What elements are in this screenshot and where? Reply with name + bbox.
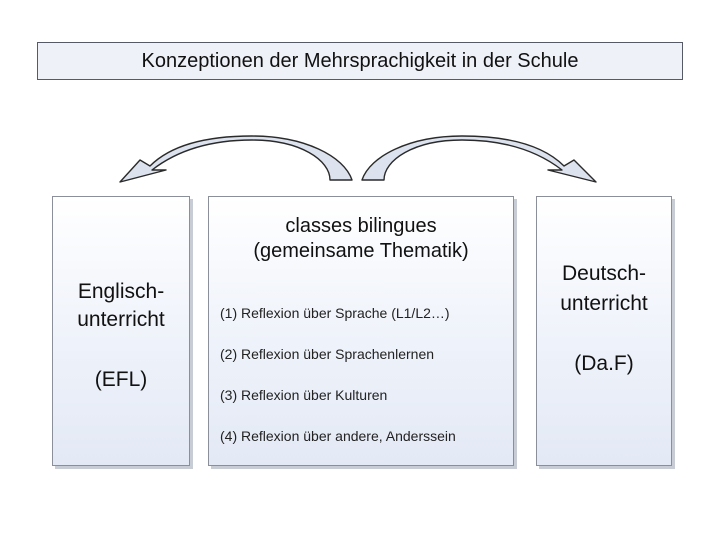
diagram-title bbox=[37, 42, 683, 80]
bilingual-panel bbox=[208, 196, 514, 466]
german-label-line2: unterricht bbox=[560, 292, 648, 315]
german-panel bbox=[536, 196, 672, 466]
reflection-point-2: (2) Reflexion über Sprachenlernen bbox=[220, 346, 435, 362]
bilingual-title bbox=[209, 214, 513, 264]
left-curved-arrow-icon bbox=[120, 136, 352, 182]
german-label-line1: Deutsch- bbox=[561, 262, 647, 285]
english-label-line1: Englisch- bbox=[77, 280, 165, 303]
diagram-title-text: Konzeptionen der Mehrsprachigkeit in der Schule bbox=[141, 49, 579, 72]
english-label-line2: unterricht bbox=[77, 308, 165, 331]
reflection-point-3: (3) Reflexion über Kulturen bbox=[220, 387, 388, 403]
german-abbr: (Da.F) bbox=[574, 352, 634, 375]
english-panel bbox=[52, 196, 190, 466]
bilingual-title-line2: (gemeinsame Thematik) bbox=[253, 240, 469, 262]
right-curved-arrow-icon bbox=[362, 136, 596, 182]
bilingual-title-line1: classes bilingues bbox=[285, 215, 437, 237]
reflection-point-1: (1) Reflexion über Sprache (L1/L2…) bbox=[220, 305, 450, 321]
reflection-point-4: (4) Reflexion über andere, Anderssein bbox=[220, 428, 456, 444]
english-abbr: (EFL) bbox=[94, 368, 148, 391]
